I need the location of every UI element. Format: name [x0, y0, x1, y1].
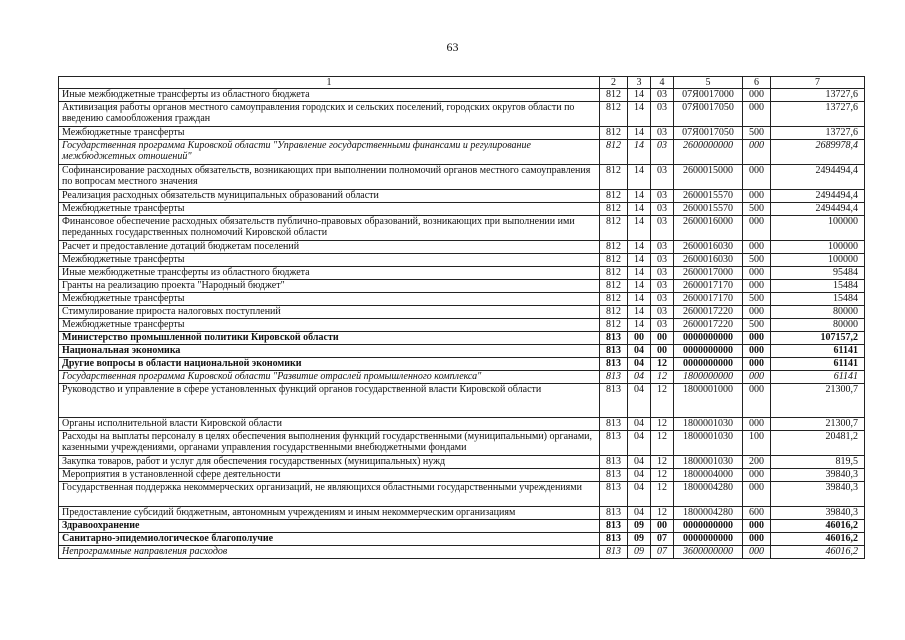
section-code-cell: 14	[628, 267, 651, 280]
expense-type-code-cell: 000	[743, 546, 771, 559]
expense-type-code-cell: 000	[743, 165, 771, 190]
subsection-code-cell: 03	[651, 203, 674, 216]
target-article-code-cell: 0000000000	[674, 533, 743, 546]
amount-cell: 13727,6	[771, 89, 865, 102]
ministry-code-cell: 813	[600, 384, 628, 418]
amount-cell: 13727,6	[771, 127, 865, 140]
ministry-code-cell: 813	[600, 533, 628, 546]
table-row	[59, 533, 865, 546]
section-code-cell: 04	[628, 482, 651, 507]
section-code-cell: 04	[628, 431, 651, 456]
target-article-code-cell: 1800004000	[674, 469, 743, 482]
item-name-cell: Закупка товаров, работ и услуг для обеспечения государственных (муниципальных) нужд	[59, 456, 600, 469]
expense-type-code-cell: 000	[743, 371, 771, 384]
item-name-cell: Здравоохранение	[59, 520, 600, 533]
section-code-cell: 14	[628, 241, 651, 254]
amount-cell: 80000	[771, 319, 865, 332]
expense-type-code-cell: 000	[743, 418, 771, 431]
table-row	[59, 332, 865, 345]
target-article-code-cell: 0000000000	[674, 345, 743, 358]
ministry-code-cell: 812	[600, 254, 628, 267]
target-article-code-cell: 1800004280	[674, 482, 743, 507]
amount-cell: 80000	[771, 306, 865, 319]
table-row	[59, 102, 865, 127]
item-name-cell: Предоставление субсидий бюджетным, автономным учреждениям и иным некоммерческим организациям	[59, 507, 600, 520]
section-code-cell: 14	[628, 127, 651, 140]
amount-cell: 61141	[771, 371, 865, 384]
expense-type-code-cell: 000	[743, 482, 771, 507]
section-code-cell: 14	[628, 102, 651, 127]
header-cell: 4	[651, 77, 674, 89]
subsection-code-cell: 03	[651, 267, 674, 280]
table-row	[59, 140, 865, 165]
section-code-cell: 14	[628, 165, 651, 190]
target-article-code-cell: 2600016030	[674, 254, 743, 267]
table-header-row	[59, 77, 865, 89]
amount-cell: 39840,3	[771, 507, 865, 520]
table-row	[59, 216, 865, 241]
ministry-code-cell: 812	[600, 319, 628, 332]
table-body	[59, 77, 865, 559]
expense-type-code-cell: 500	[743, 293, 771, 306]
expense-type-code-cell: 000	[743, 190, 771, 203]
table-row	[59, 469, 865, 482]
ministry-code-cell: 812	[600, 280, 628, 293]
section-code-cell: 14	[628, 190, 651, 203]
target-article-code-cell: 2600017170	[674, 280, 743, 293]
expense-type-code-cell: 000	[743, 241, 771, 254]
budget-table	[58, 76, 865, 559]
target-article-code-cell: 07Я0017000	[674, 89, 743, 102]
subsection-code-cell: 03	[651, 190, 674, 203]
item-name-cell: Межбюджетные трансферты	[59, 319, 600, 332]
subsection-code-cell: 03	[651, 293, 674, 306]
amount-cell: 46016,2	[771, 520, 865, 533]
ministry-code-cell: 812	[600, 293, 628, 306]
subsection-code-cell: 03	[651, 254, 674, 267]
item-name-cell: Мероприятия в установленной сфере деятельности	[59, 469, 600, 482]
amount-cell: 15484	[771, 293, 865, 306]
item-name-cell: Иные межбюджетные трансферты из областного бюджета	[59, 89, 600, 102]
table-row	[59, 165, 865, 190]
table-row	[59, 431, 865, 456]
section-code-cell: 04	[628, 456, 651, 469]
subsection-code-cell: 03	[651, 89, 674, 102]
section-code-cell: 04	[628, 384, 651, 418]
expense-type-code-cell: 000	[743, 140, 771, 165]
amount-cell: 100000	[771, 241, 865, 254]
amount-cell: 20481,2	[771, 431, 865, 456]
item-name-cell: Расчет и предоставление дотаций бюджетам поселений	[59, 241, 600, 254]
item-name-cell: Руководство и управление в сфере установленных функций органов государственной власти Кировской области	[59, 384, 600, 418]
section-code-cell: 14	[628, 89, 651, 102]
ministry-code-cell: 813	[600, 482, 628, 507]
target-article-code-cell: 2600017000	[674, 267, 743, 280]
section-code-cell: 14	[628, 280, 651, 293]
item-name-cell: Финансовое обеспечение расходных обязательств публично-правовых образований, возникающих при выполнении ими переданных государственных полномочий Кировской области	[59, 216, 600, 241]
item-name-cell: Реализация расходных обязательств муниципальных образований области	[59, 190, 600, 203]
item-name-cell: Софинансирование расходных обязательств, возникающих при выполнении полномочий органов местного самоуправления по вопросам местного значения	[59, 165, 600, 190]
expense-type-code-cell: 100	[743, 431, 771, 456]
expense-type-code-cell: 500	[743, 319, 771, 332]
subsection-code-cell: 12	[651, 431, 674, 456]
table-row	[59, 190, 865, 203]
table-row	[59, 267, 865, 280]
item-name-cell: Государственная программа Кировской области "Управление государственными финансами и регулирование межбюджетных отношений"	[59, 140, 600, 165]
expense-type-code-cell: 000	[743, 102, 771, 127]
ministry-code-cell: 813	[600, 431, 628, 456]
subsection-code-cell: 03	[651, 165, 674, 190]
section-code-cell: 14	[628, 306, 651, 319]
target-article-code-cell: 2600000000	[674, 140, 743, 165]
item-name-cell: Межбюджетные трансферты	[59, 254, 600, 267]
amount-cell: 21300,7	[771, 418, 865, 431]
item-name-cell: Межбюджетные трансферты	[59, 127, 600, 140]
target-article-code-cell: 0000000000	[674, 520, 743, 533]
target-article-code-cell: 1800001030	[674, 456, 743, 469]
page-number: 63	[446, 40, 459, 54]
ministry-code-cell: 813	[600, 358, 628, 371]
ministry-code-cell: 812	[600, 102, 628, 127]
target-article-code-cell: 0000000000	[674, 332, 743, 345]
section-code-cell: 14	[628, 203, 651, 216]
item-name-cell: Другие вопросы в области национальной экономики	[59, 358, 600, 371]
item-name-cell: Гранты на реализацию проекта "Народный бюджет"	[59, 280, 600, 293]
amount-cell: 39840,3	[771, 469, 865, 482]
table-row	[59, 254, 865, 267]
item-name-cell: Государственная программа Кировской области "Развитие отраслей промышленного комплекса"	[59, 371, 600, 384]
table-row	[59, 345, 865, 358]
amount-cell: 2689978,4	[771, 140, 865, 165]
target-article-code-cell: 2600017220	[674, 306, 743, 319]
section-code-cell: 14	[628, 293, 651, 306]
subsection-code-cell: 03	[651, 306, 674, 319]
ministry-code-cell: 813	[600, 456, 628, 469]
subsection-code-cell: 12	[651, 507, 674, 520]
subsection-code-cell: 12	[651, 482, 674, 507]
item-name-cell: Государственная поддержка некоммерческих организаций, не являющихся областными государственными учреждениями	[59, 482, 600, 507]
ministry-code-cell: 812	[600, 165, 628, 190]
expense-type-code-cell: 000	[743, 89, 771, 102]
expense-type-code-cell: 000	[743, 520, 771, 533]
expense-type-code-cell: 500	[743, 203, 771, 216]
ministry-code-cell: 813	[600, 546, 628, 559]
item-name-cell: Активизация работы органов местного самоуправления городских и сельских поселений, городских округов области по введению самообложения граждан	[59, 102, 600, 127]
amount-cell: 15484	[771, 280, 865, 293]
table-row	[59, 520, 865, 533]
target-article-code-cell: 2600017220	[674, 319, 743, 332]
ministry-code-cell: 813	[600, 469, 628, 482]
ministry-code-cell: 813	[600, 520, 628, 533]
target-article-code-cell: 2600015000	[674, 165, 743, 190]
subsection-code-cell: 12	[651, 418, 674, 431]
expense-type-code-cell: 000	[743, 384, 771, 418]
amount-cell: 2494494,4	[771, 165, 865, 190]
amount-cell: 46016,2	[771, 546, 865, 559]
subsection-code-cell: 12	[651, 456, 674, 469]
item-name-cell: Непрограммные направления расходов	[59, 546, 600, 559]
target-article-code-cell: 1800001000	[674, 384, 743, 418]
amount-cell: 100000	[771, 254, 865, 267]
amount-cell: 61141	[771, 345, 865, 358]
section-code-cell: 09	[628, 520, 651, 533]
table-row	[59, 482, 865, 507]
expense-type-code-cell: 200	[743, 456, 771, 469]
ministry-code-cell: 812	[600, 267, 628, 280]
ministry-code-cell: 812	[600, 241, 628, 254]
subsection-code-cell: 03	[651, 102, 674, 127]
expense-type-code-cell: 500	[743, 254, 771, 267]
ministry-code-cell: 813	[600, 345, 628, 358]
target-article-code-cell: 2600015570	[674, 190, 743, 203]
expense-type-code-cell: 000	[743, 216, 771, 241]
subsection-code-cell: 07	[651, 546, 674, 559]
subsection-code-cell: 03	[651, 216, 674, 241]
table-row	[59, 319, 865, 332]
table-row	[59, 203, 865, 216]
table-row	[59, 456, 865, 469]
target-article-code-cell: 2600016000	[674, 216, 743, 241]
table-row	[59, 89, 865, 102]
ministry-code-cell: 813	[600, 332, 628, 345]
section-code-cell: 04	[628, 507, 651, 520]
ministry-code-cell: 812	[600, 89, 628, 102]
section-code-cell: 09	[628, 546, 651, 559]
section-code-cell: 04	[628, 469, 651, 482]
table-row	[59, 418, 865, 431]
expense-type-code-cell: 600	[743, 507, 771, 520]
amount-cell: 39840,3	[771, 482, 865, 507]
ministry-code-cell: 813	[600, 507, 628, 520]
item-name-cell: Санитарно-эпидемиологическое благополучие	[59, 533, 600, 546]
subsection-code-cell: 00	[651, 332, 674, 345]
section-code-cell: 09	[628, 533, 651, 546]
section-code-cell: 14	[628, 140, 651, 165]
subsection-code-cell: 12	[651, 469, 674, 482]
expense-type-code-cell: 000	[743, 332, 771, 345]
expense-type-code-cell: 000	[743, 306, 771, 319]
target-article-code-cell: 2600016030	[674, 241, 743, 254]
header-cell: 6	[743, 77, 771, 89]
target-article-code-cell: 2600015570	[674, 203, 743, 216]
header-cell: 5	[674, 77, 743, 89]
subsection-code-cell: 03	[651, 140, 674, 165]
target-article-code-cell: 2600017170	[674, 293, 743, 306]
subsection-code-cell: 12	[651, 384, 674, 418]
amount-cell: 21300,7	[771, 384, 865, 418]
subsection-code-cell: 03	[651, 241, 674, 254]
item-name-cell: Межбюджетные трансферты	[59, 203, 600, 216]
item-name-cell: Иные межбюджетные трансферты из областного бюджета	[59, 267, 600, 280]
section-code-cell: 00	[628, 332, 651, 345]
subsection-code-cell: 12	[651, 371, 674, 384]
table-row	[59, 306, 865, 319]
target-article-code-cell: 3600000000	[674, 546, 743, 559]
item-name-cell: Министерство промышленной политики Кировской области	[59, 332, 600, 345]
table-row	[59, 293, 865, 306]
ministry-code-cell: 813	[600, 418, 628, 431]
header-cell: 1	[59, 77, 600, 89]
item-name-cell: Межбюджетные трансферты	[59, 293, 600, 306]
section-code-cell: 04	[628, 418, 651, 431]
target-article-code-cell: 0000000000	[674, 358, 743, 371]
amount-cell: 107157,2	[771, 332, 865, 345]
section-code-cell: 04	[628, 371, 651, 384]
amount-cell: 61141	[771, 358, 865, 371]
expense-type-code-cell: 000	[743, 267, 771, 280]
subsection-code-cell: 03	[651, 319, 674, 332]
item-name-cell: Расходы на выплаты персоналу в целях обеспечения выполнения функций государственными (муниципальными) органами, казенными учреждениями, органами управления государственными внебюджетными фондами	[59, 431, 600, 456]
header-cell: 7	[771, 77, 865, 89]
amount-cell: 13727,6	[771, 102, 865, 127]
table-row	[59, 127, 865, 140]
amount-cell: 2494494,4	[771, 190, 865, 203]
amount-cell: 100000	[771, 216, 865, 241]
amount-cell: 2494494,4	[771, 203, 865, 216]
table-row	[59, 358, 865, 371]
item-name-cell: Национальная экономика	[59, 345, 600, 358]
subsection-code-cell: 12	[651, 358, 674, 371]
ministry-code-cell: 812	[600, 306, 628, 319]
section-code-cell: 14	[628, 216, 651, 241]
expense-type-code-cell: 000	[743, 280, 771, 293]
target-article-code-cell: 07Я0017050	[674, 102, 743, 127]
header-cell: 2	[600, 77, 628, 89]
target-article-code-cell: 1800001030	[674, 418, 743, 431]
item-name-cell: Стимулирование прироста налоговых поступлений	[59, 306, 600, 319]
amount-cell: 46016,2	[771, 533, 865, 546]
expense-type-code-cell: 000	[743, 358, 771, 371]
table-row	[59, 371, 865, 384]
target-article-code-cell: 07Я0017050	[674, 127, 743, 140]
expense-type-code-cell: 500	[743, 127, 771, 140]
section-code-cell: 04	[628, 358, 651, 371]
amount-cell: 819,5	[771, 456, 865, 469]
ministry-code-cell: 812	[600, 203, 628, 216]
subsection-code-cell: 00	[651, 345, 674, 358]
amount-cell: 95484	[771, 267, 865, 280]
table-row	[59, 384, 865, 418]
table-row	[59, 546, 865, 559]
table-row	[59, 241, 865, 254]
target-article-code-cell: 1800004280	[674, 507, 743, 520]
ministry-code-cell: 813	[600, 371, 628, 384]
subsection-code-cell: 03	[651, 127, 674, 140]
section-code-cell: 14	[628, 254, 651, 267]
subsection-code-cell: 07	[651, 533, 674, 546]
ministry-code-cell: 812	[600, 216, 628, 241]
ministry-code-cell: 812	[600, 190, 628, 203]
ministry-code-cell: 812	[600, 127, 628, 140]
header-cell: 3	[628, 77, 651, 89]
expense-type-code-cell: 000	[743, 469, 771, 482]
target-article-code-cell: 1800001030	[674, 431, 743, 456]
table-row	[59, 280, 865, 293]
expense-type-code-cell: 000	[743, 533, 771, 546]
table-row	[59, 507, 865, 520]
section-code-cell: 14	[628, 319, 651, 332]
item-name-cell: Органы исполнительной власти Кировской области	[59, 418, 600, 431]
expense-type-code-cell: 000	[743, 345, 771, 358]
ministry-code-cell: 812	[600, 140, 628, 165]
section-code-cell: 04	[628, 345, 651, 358]
target-article-code-cell: 1800000000	[674, 371, 743, 384]
subsection-code-cell: 03	[651, 280, 674, 293]
subsection-code-cell: 00	[651, 520, 674, 533]
